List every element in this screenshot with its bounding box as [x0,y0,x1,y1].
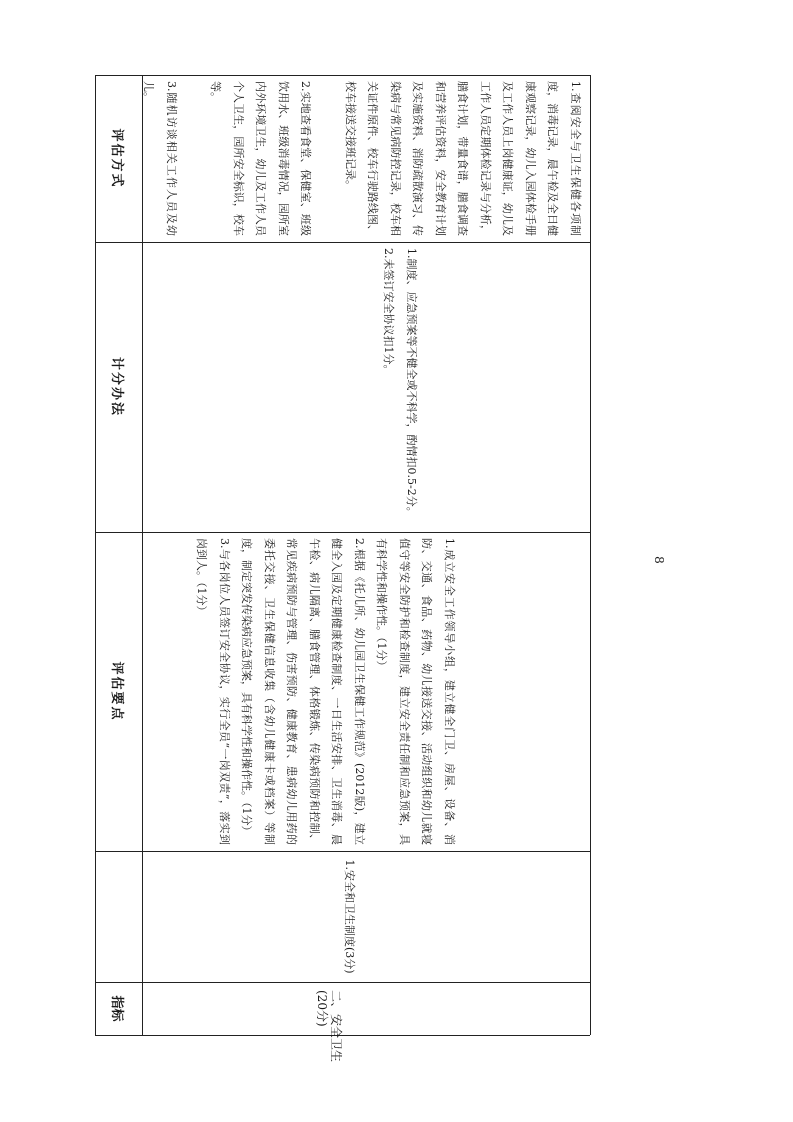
evaluation-table [95,75,590,1035]
header-method: 评估方式 [109,128,124,189]
key-points-cell [142,532,590,851]
method-cell [142,75,590,242]
table-border-right [590,75,591,1035]
scoring-item-1: 1.制度、应急预案等不健全或不科学，酌情扣0.5-2分。 [405,248,418,518]
sub-item-label: 1.安全和卫生制度(3分) [343,859,356,974]
scoring-cell [142,242,590,532]
header-key-points: 评估要点 [109,661,124,722]
scoring-item-2: 2.未签订安全协议扣1分。 [382,248,396,376]
header-scoring: 计分办法 [109,356,124,417]
header-indicator: 指标 [109,995,124,1022]
page-number: 8 [651,556,666,564]
key-point-3: 3.与各岗位人员签订安全协议，实行全员“一岗双责”，落实到岗到人。（1分） [195,538,231,845]
method-item-1: 1.查阅安全与卫生保健各项制度，消毒记录，晨午检及全日健康观察记录，幼儿入园体检手册及工作人员上岗健康证，幼儿及工作人员定期体检记录与分析，膳食计划，带量食谱，膳食调查和营养评估资料，安全教育计划及实施资料、消防疏散演习、传染病与常见病防控记录，校车相关证件原件、校车行驶路线图、校车接送交接班记录。 [344,81,582,236]
key-point-1: 1.成立安全工作领导小组，建立健全门卫、房屋、设备、消防、交通、食品、药物、幼儿接送交接、活动组织和幼儿就寝值守等安全防护和检查制度，建立安全责任制和应急预案，具有科学性和操作性。（1分） [375,538,456,845]
key-point-2: 2.根据《托儿所、幼儿园卫生保健工作规范》(2012版)，建立健全入园及定期健康检查制度、一日生活安排、卫生消毒、晨午检、病儿隔离、膳食管理、体格锻炼、传染病预防和控制、常见疾病预防与管理、伤害预防、健康教育、患病幼儿用药的委托交接、卫生保健信息收集（含幼儿健康卡或档案）等制度，制定突发传染病应急预案，具有科学性和操作性。（1分） [240,538,366,845]
section-title: 二、安全卫生 [329,990,343,1063]
method-item-3: 3.随机访谈相关工作人员及幼儿。 [142,81,178,236]
section-score: (20分) [315,990,329,1027]
method-item-2: 2.实地查看食堂、保健室、班级饮用水、班级消毒情况，园所室内外环境卫生，幼儿及工作人员个人卫生，园所安全标识，校车等。 [209,81,313,236]
